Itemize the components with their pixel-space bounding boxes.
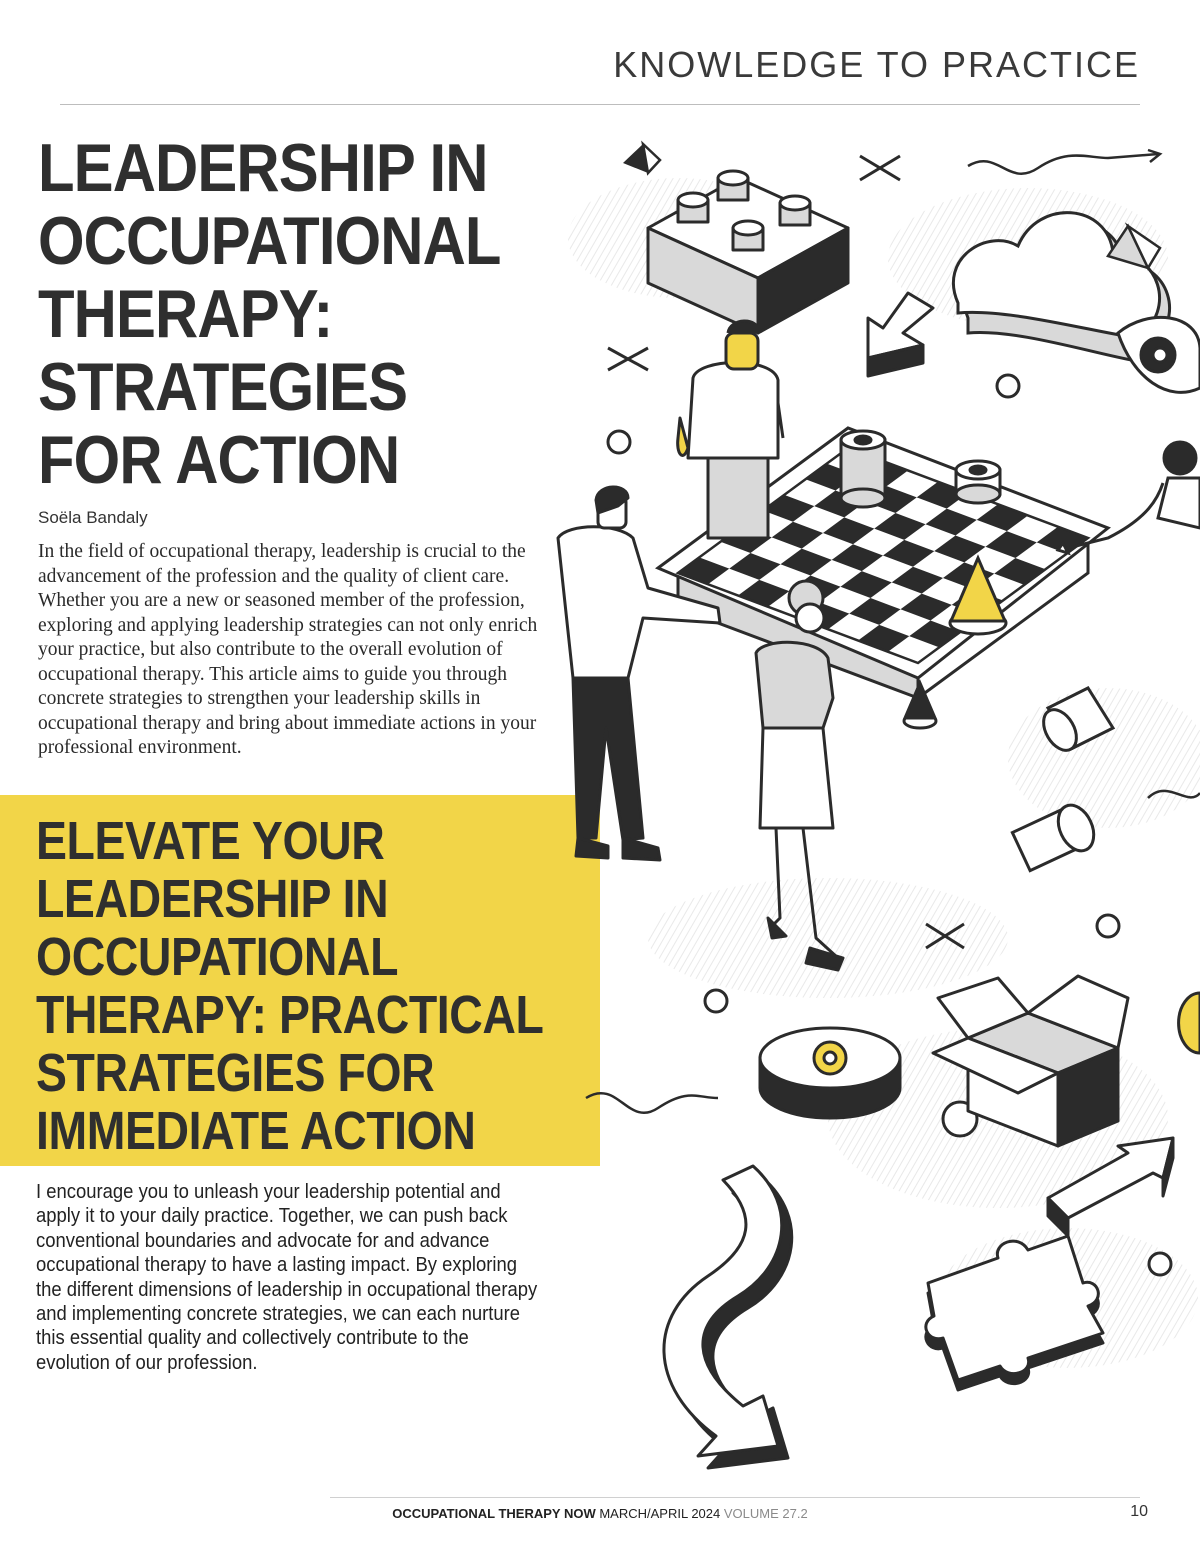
- article-title-line: LEADERSHIP IN: [38, 130, 488, 206]
- subtitle-line: LEADERSHIP IN: [36, 869, 389, 929]
- subtitle-line: OCCUPATIONAL: [36, 927, 399, 987]
- section-label: KNOWLEDGE TO PRACTICE: [613, 44, 1140, 85]
- cylinder-piece-icon: [841, 431, 885, 507]
- article-title-line: THERAPY:: [38, 276, 333, 352]
- article-title: [38, 132, 513, 497]
- arrow-icon: [664, 1166, 792, 1468]
- volume: VOLUME 27.2: [723, 1506, 808, 1521]
- page-number: 10: [1130, 1503, 1148, 1520]
- eye-icon: [1118, 317, 1200, 392]
- body-paragraph: I encourage you to unleash your leadership potential and apply it to your daily practice. Together, we can push back conventional boundaries and advocate for and advance occupational therapy to have a lasting impact. By exploring the different dimensions of leadership in occupational therapy and implementing concrete strategies, we can each nurture this essential quality and collectively contribute to the evolution of our profession.: [36, 1180, 538, 1374]
- article-title-line: OCCUPATIONAL: [38, 203, 501, 279]
- subtitle-line: STRATEGIES FOR: [36, 1043, 435, 1103]
- yellow-dot-icon: [1179, 993, 1200, 1053]
- pyramid-icon: [623, 144, 660, 173]
- author-byline: Soëla Bandaly: [38, 508, 148, 527]
- publication-name: OCCUPATIONAL THERAPY NOW: [392, 1506, 596, 1521]
- footer-divider: [330, 1497, 1140, 1498]
- section-subtitle: [36, 812, 569, 1160]
- subtitle-line: ELEVATE YOUR: [36, 811, 385, 871]
- leadership-illustration: [548, 118, 1200, 1480]
- intro-paragraph: In the field of occupational therapy, leadership is crucial to the advancement of the profession and the quality of client care. Whether you are a new or seasoned member of the profession, exploring and applying leadership strategies can not only enrich your practice, but also contribute to the overall evolution of occupational therapy. This article aims to guide you through concrete strategies to strengthen your leadership skills in occupational therapy and bring about immediate actions in your professional environment.: [38, 541, 538, 758]
- arrow-icon: [868, 293, 933, 376]
- article-title-line: FOR ACTION: [38, 422, 400, 498]
- article-title-line: STRATEGIES: [38, 349, 408, 425]
- issue-date: MARCH/APRIL 2024: [599, 1506, 721, 1521]
- gear-icon: [760, 1028, 900, 1118]
- subtitle-line: THERAPY: PRACTICAL: [36, 985, 544, 1045]
- ring-piece-icon: [956, 461, 1000, 503]
- footer: [0, 1506, 1200, 1521]
- header-divider: [60, 104, 1140, 105]
- subtitle-line: IMMEDIATE ACTION: [36, 1101, 476, 1161]
- person-icon: [678, 321, 783, 538]
